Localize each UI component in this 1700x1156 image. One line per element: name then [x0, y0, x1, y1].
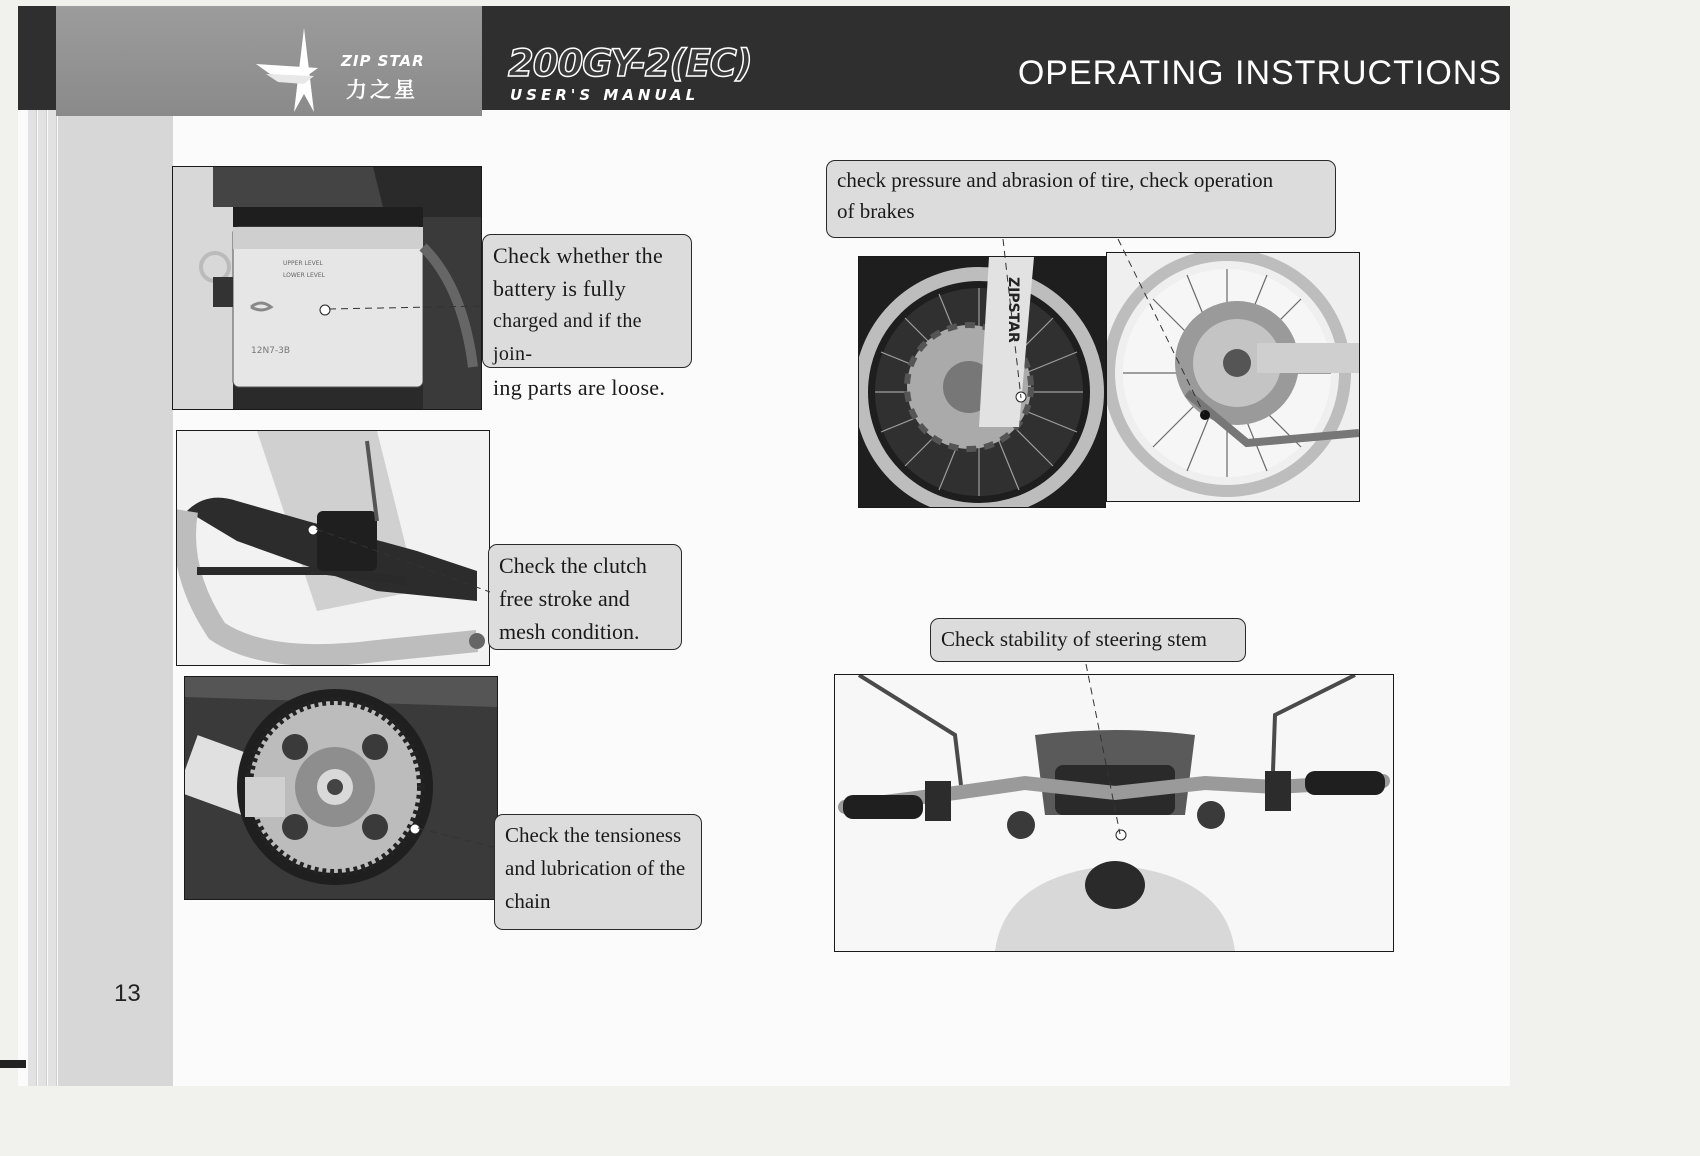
callout-line: Check stability of steering stem	[941, 627, 1207, 651]
callout-line: of brakes	[837, 199, 915, 223]
manual-page	[18, 6, 1510, 1086]
battery-model-text: 12N7-3B	[251, 346, 291, 356]
battery-photo	[172, 166, 482, 410]
callout-battery	[482, 234, 692, 400]
brand-name-en: ZIP STAR	[341, 52, 425, 70]
callout-line: check pressure and abrasion of tire, check operation	[837, 168, 1274, 192]
left-margin-strip	[58, 106, 173, 1086]
brand-name-cn: 力之星	[346, 78, 418, 102]
model-name: 200GY-2(EC)	[508, 42, 752, 85]
callout-line: battery is fully	[493, 276, 627, 301]
battery-upper-level-text: UPPER LEVEL	[283, 260, 323, 267]
callout-line: Check the clutch	[499, 553, 647, 578]
star-logo-icon	[256, 24, 346, 114]
callout-line: mesh condition.	[499, 619, 640, 644]
page-stack-edge	[38, 106, 47, 1086]
page-header	[18, 6, 1510, 110]
callout-tire-brakes	[826, 160, 1336, 238]
callout-line: Check whether the	[493, 243, 664, 268]
page-stack-edge	[28, 106, 37, 1086]
callout-line: Check the tensioness	[505, 823, 682, 847]
callout-chain	[494, 814, 702, 930]
manual-label: USER'S MANUAL	[510, 86, 700, 104]
battery-lower-level-text: LOWER LEVEL	[283, 272, 326, 279]
callout-line: charged and if the join-	[493, 310, 642, 365]
rear-wheel-brake-photo	[1106, 252, 1360, 502]
callout-line: and lubrication of the	[505, 856, 686, 880]
clutch-photo	[176, 430, 490, 666]
logo-block	[56, 6, 482, 116]
callout-line: chain	[505, 889, 551, 913]
callout-steering	[930, 618, 1246, 662]
scan-edge-mark	[0, 1060, 26, 1068]
section-title: OPERATING INSTRUCTIONS	[1017, 54, 1502, 92]
page-number: 13	[114, 980, 141, 1007]
callout-clutch	[488, 544, 682, 650]
front-wheel-brake-photo	[858, 256, 1106, 508]
callout-line: free stroke and	[499, 586, 630, 611]
steering-stem-photo	[834, 674, 1394, 952]
fork-brand-text: ZIPSTAR	[1005, 277, 1021, 343]
page-stack-edge	[48, 106, 57, 1086]
callout-line: ing parts are loose.	[493, 375, 666, 400]
chain-sprocket-photo	[184, 676, 498, 900]
